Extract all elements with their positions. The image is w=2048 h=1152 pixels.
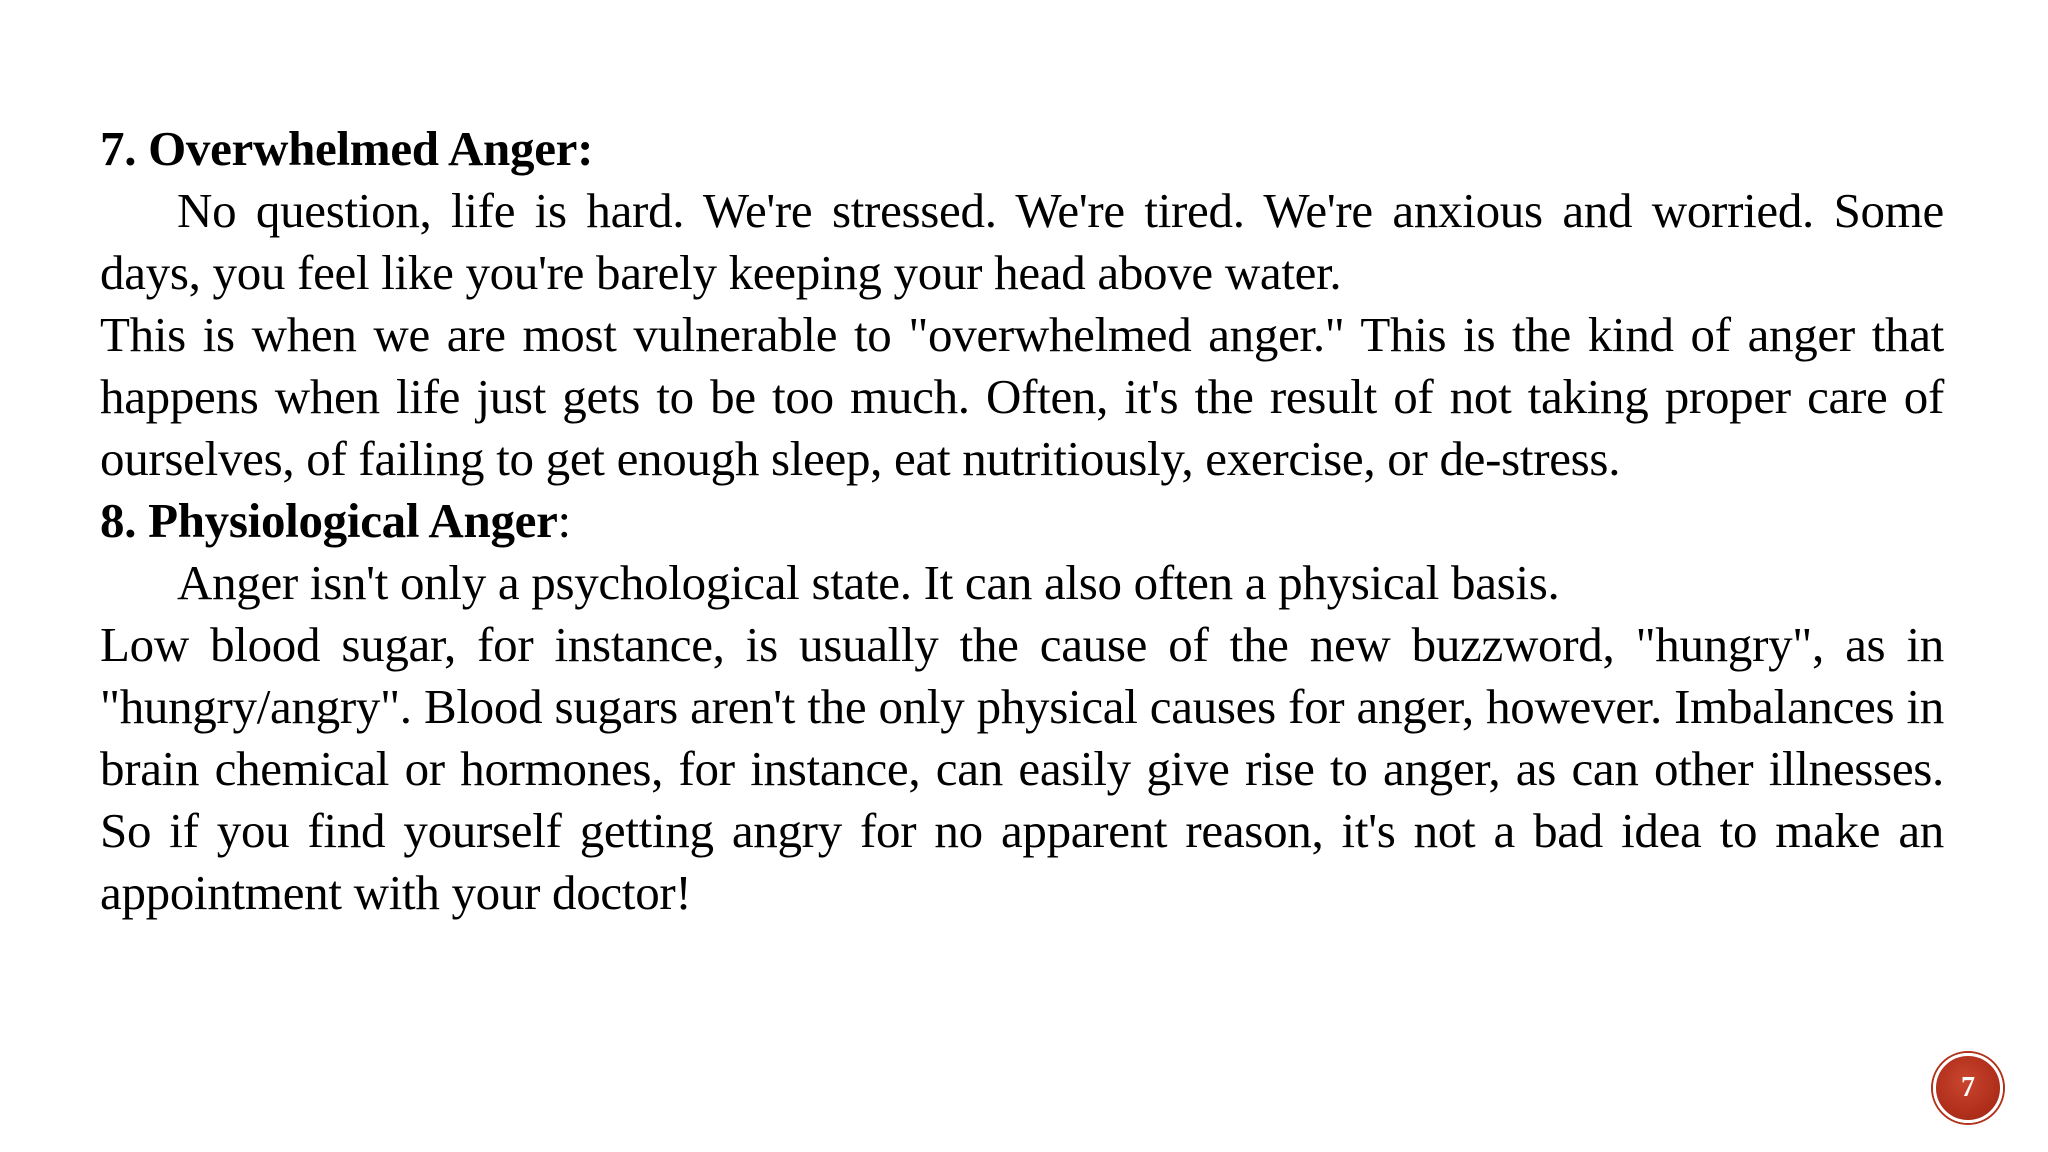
- page-number-badge: [1933, 1053, 2003, 1123]
- page-number: 7: [1961, 1072, 1975, 1103]
- section-7-paragraph-2: This is when we are most vulnerable to "overwhelmed anger." This is the kind of anger that happens when life just gets to be too much. Often, it's the result of not taking proper care of ourselves, of failing to get enough sleep, eat nutritiously, exercise, or de-stress.: [100, 307, 1944, 486]
- section-8-title-colon: :: [557, 493, 571, 548]
- section-8-paragraph-1: Anger isn't only a psychological state. It can also often a physical basis.: [177, 555, 1560, 610]
- slide-body: [100, 118, 1944, 924]
- section-8-title: 8. Physiological Anger: [100, 493, 558, 548]
- section-7-heading: [100, 118, 1944, 180]
- section-7-paragraph-1: No question, life is hard. We're stressed. We're tired. We're anxious and worried. Some days, you feel like you're barely keeping your head above water.: [100, 183, 1944, 300]
- section-8-paragraph-2: Low blood sugar, for instance, is usually the cause of the new buzzword, "hungry", as in "hungry/angry". Blood sugars aren't the only physical causes for anger, however. Imbalances in brain chemical or hormones, for instance, can easily give rise to anger, as can other illnesses. So if you find yourself getting angry for no apparent reason, it's not a bad idea to make an appointment with your doctor!: [100, 617, 1944, 920]
- section-7-title: 7. Overwhelmed Anger:: [100, 121, 594, 176]
- section-8-heading: [100, 490, 1944, 552]
